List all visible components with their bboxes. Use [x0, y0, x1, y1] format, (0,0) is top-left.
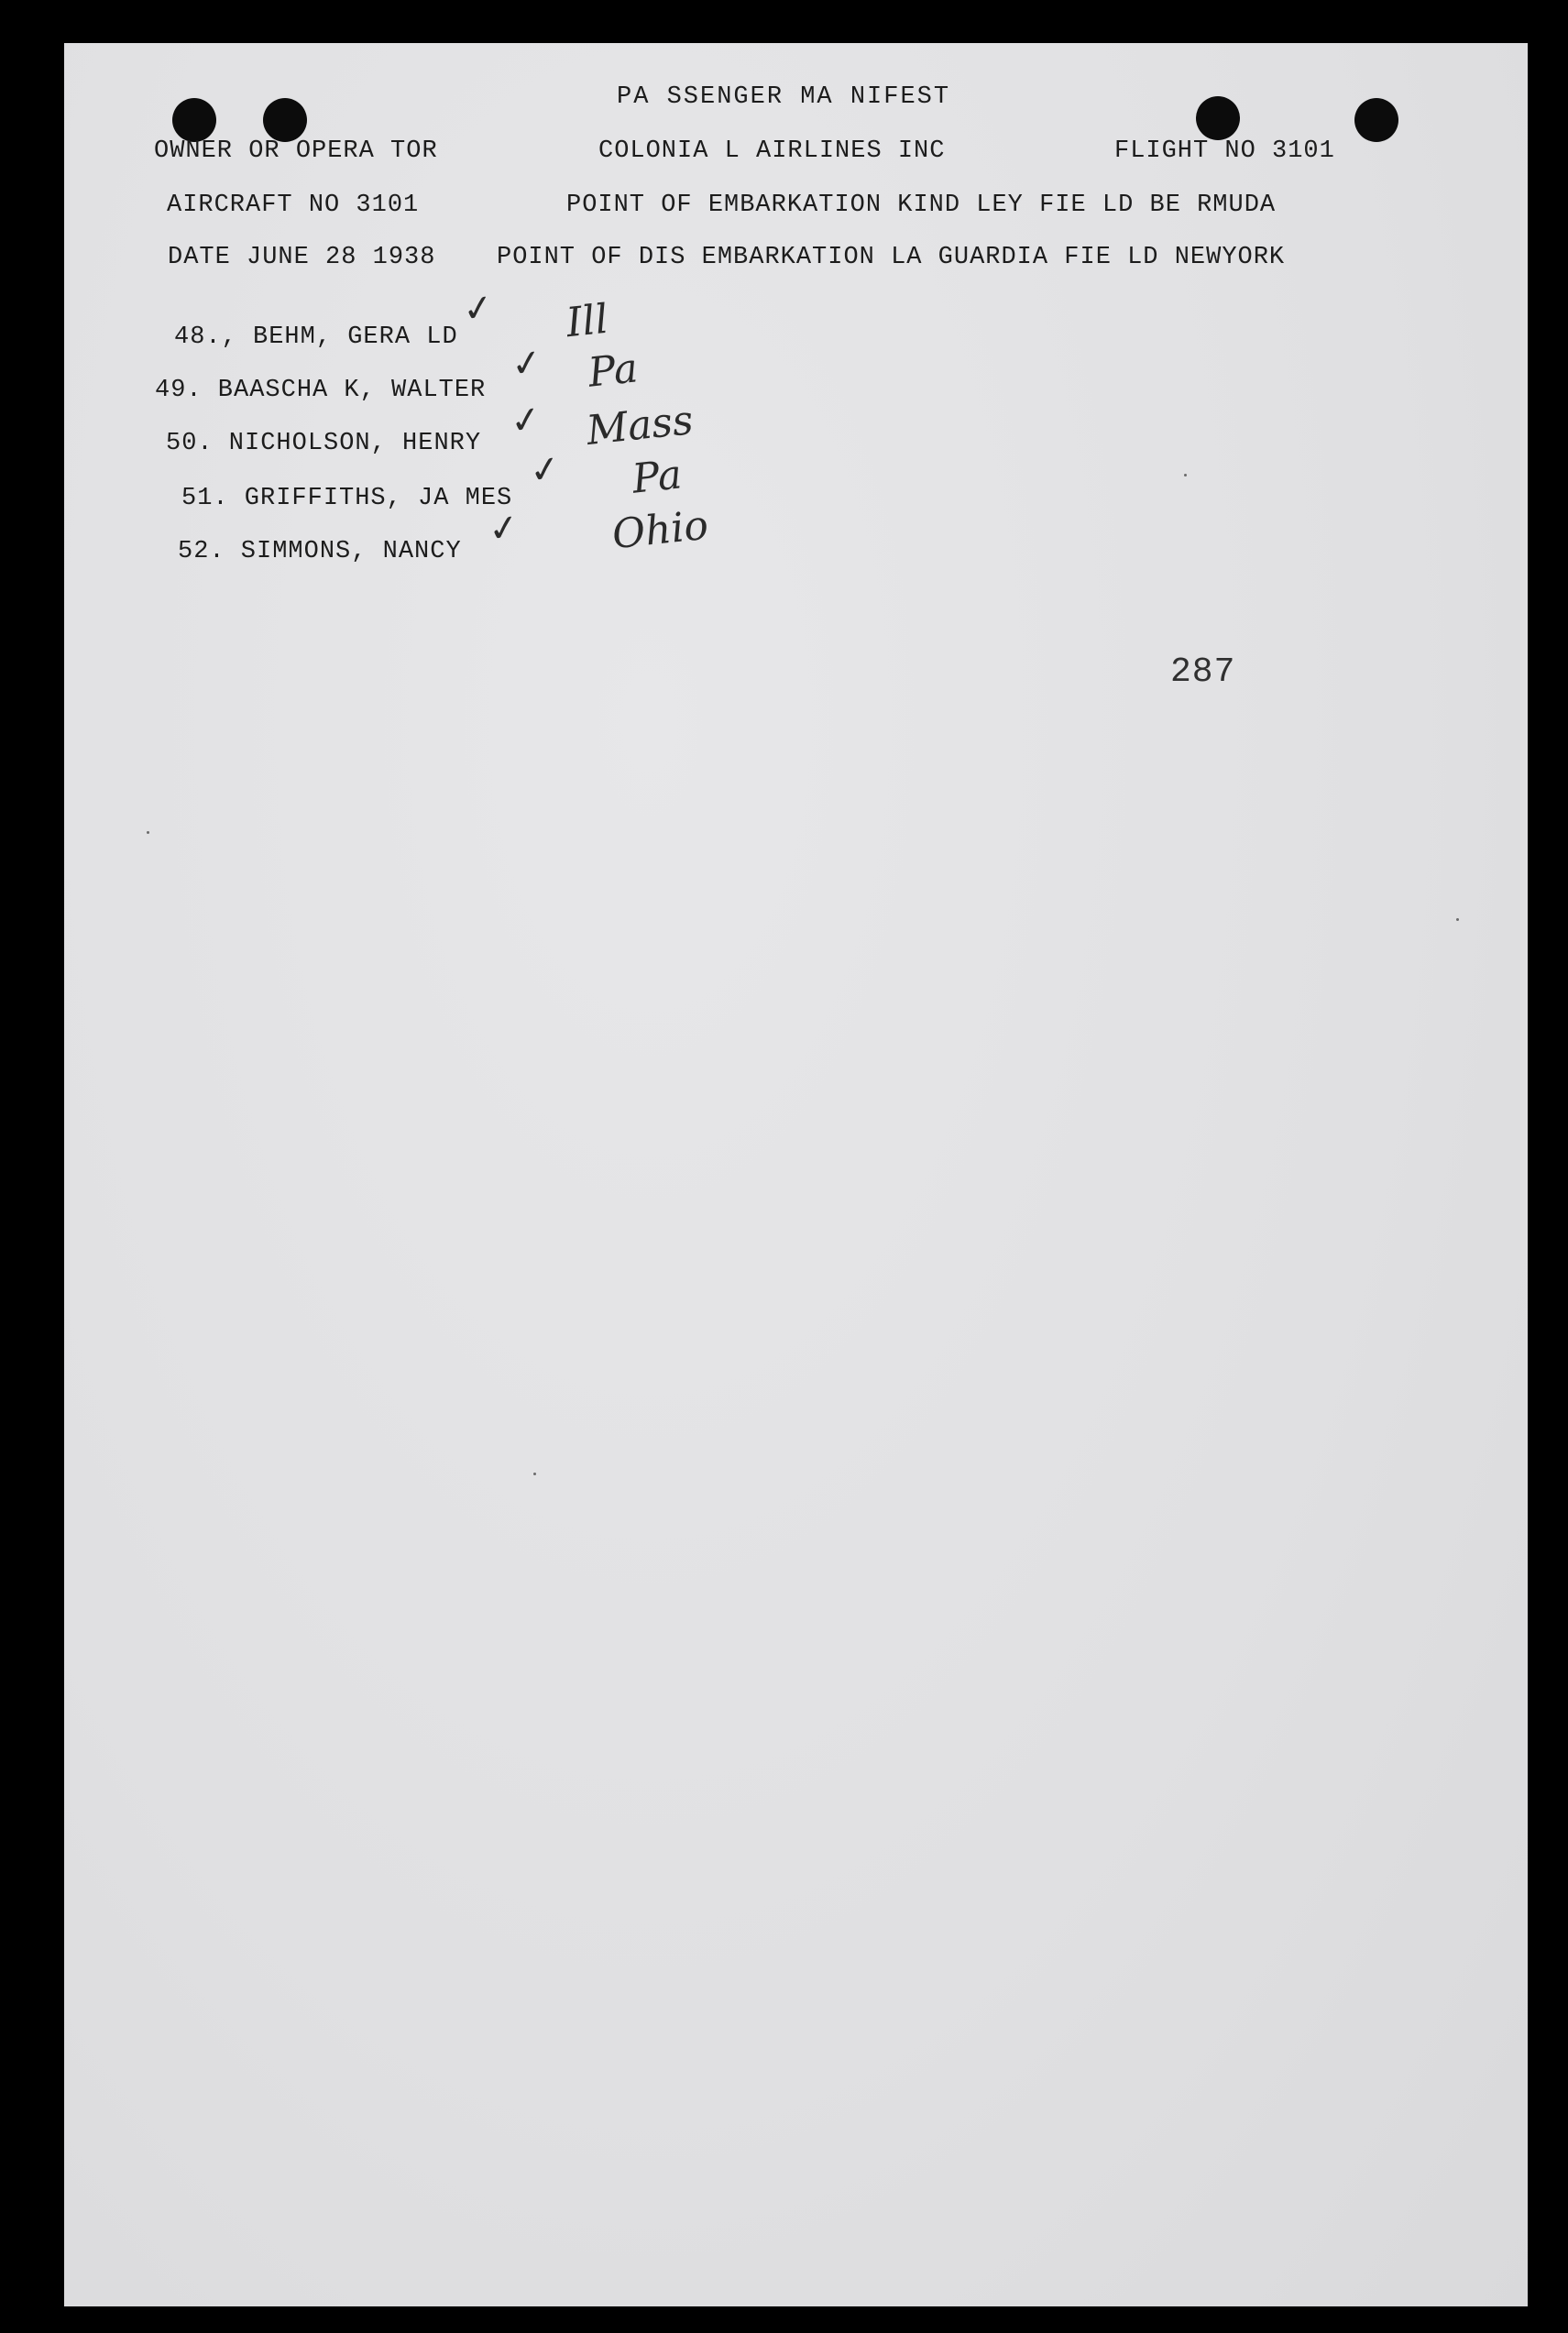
owner-label: OWNER OR OPERA TOR	[154, 137, 438, 165]
handwritten-state: Ill	[564, 295, 611, 347]
aircraft-number: AIRCRAFT NO 3101	[167, 192, 420, 219]
check-mark: ✓	[507, 397, 544, 444]
paper-speck	[147, 831, 149, 834]
manifest-title: PA SSENGER MA NIFEST	[617, 83, 951, 111]
flight-number: FLIGHT NO 3101	[1114, 137, 1335, 165]
passenger-row: 51. GRIFFITHS, JA MES	[181, 485, 513, 512]
disembarkation-point: POINT OF DIS EMBARKATION LA GUARDIA FIE LD NEWYORK	[497, 244, 1286, 271]
check-mark: ✓	[459, 285, 497, 333]
handwritten-state: Pa	[586, 345, 641, 397]
passenger-row: 50. NICHOLSON, HENRY	[166, 430, 482, 457]
paper-speck	[533, 1473, 536, 1475]
passenger-row: 48., BEHM, GERA LD	[174, 323, 458, 351]
owner-value: COLONIA L AIRLINES INC	[598, 137, 946, 165]
handwritten-state: Pa	[630, 451, 685, 503]
check-mark: ✓	[526, 446, 564, 494]
paper-speck	[1184, 474, 1187, 476]
handwritten-state: Mass	[584, 397, 696, 455]
page-number: 287	[1170, 652, 1236, 692]
embarkation-point: POINT OF EMBARKATION KIND LEY FIE LD BE RMUDA	[566, 192, 1277, 219]
punch-hole-left-2	[263, 98, 307, 142]
manifest-sheet	[64, 43, 1528, 2306]
flight-date: DATE JUNE 28 1938	[168, 244, 436, 271]
handwritten-state: Ohio	[609, 501, 711, 559]
passenger-row: 52. SIMMONS, NANCY	[178, 538, 462, 565]
punch-hole-left-1	[172, 98, 216, 142]
punch-hole-right-2	[1354, 98, 1398, 142]
check-mark: ✓	[508, 340, 545, 388]
punch-hole-right-1	[1196, 96, 1240, 140]
paper-speck	[1456, 918, 1459, 921]
passenger-row: 49. BAASCHA K, WALTER	[155, 377, 487, 404]
check-mark: ✓	[485, 505, 522, 553]
